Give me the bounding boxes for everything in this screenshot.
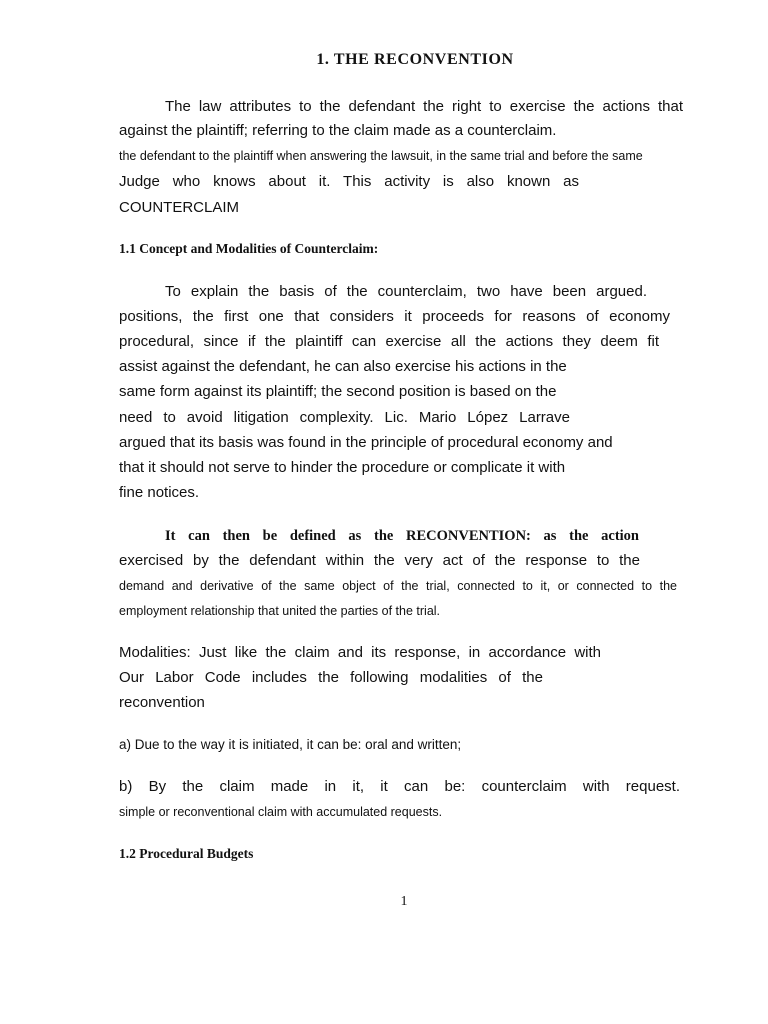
paragraph-2-line-3: procedural, since if the plaintiff can exercise all the actions they deem fit bbox=[119, 333, 659, 350]
paragraph-2-line-6: need to avoid litigation complexity. Lic. Mario López Larrave bbox=[119, 409, 570, 426]
section-heading-1-2: 1.2 Procedural Budgets bbox=[119, 846, 254, 861]
paragraph-2-line-9: fine notices. bbox=[119, 484, 200, 501]
paragraph-2-line-1: To explain the basis of the counterclaim, two have been argued. bbox=[165, 283, 647, 300]
paragraph-1-line-2: against the plaintiff; referring to the claim made as a counterclaim. bbox=[119, 122, 557, 139]
section-heading-1-1: 1.1 Concept and Modalities of Counterclaim: bbox=[119, 241, 379, 256]
paragraph-3-line-4: employment relationship that united the parties of the trial. bbox=[119, 604, 441, 618]
paragraph-1-line-5: COUNTERCLAIM bbox=[119, 199, 240, 216]
paragraph-3-line-2: exercised by the defendant within the very act of the response to the bbox=[119, 552, 640, 569]
page-title: 1. THE RECONVENTION bbox=[316, 51, 514, 68]
paragraph-4-line-3: reconvention bbox=[119, 694, 205, 711]
paragraph-2-line-8: that it should not serve to hinder the procedure or complicate it with bbox=[119, 459, 566, 476]
paragraph-2-line-2: positions, the first one that considers it proceeds for reasons of economy bbox=[119, 308, 670, 325]
paragraph-1-line-4: Judge who knows about it. This activity is also known as bbox=[119, 173, 579, 190]
paragraph-4-line-1: Modalities: Just like the claim and its response, in accordance with bbox=[119, 644, 601, 661]
page-number: 1 bbox=[400, 894, 408, 909]
paragraph-1-line-3: the defendant to the plaintiff when answering the lawsuit, in the same trial and before the same bbox=[119, 149, 643, 163]
paragraph-2-line-5: same form against its plaintiff; the second position is based on the bbox=[119, 383, 557, 400]
paragraph-2-line-4: assist against the defendant, he can also exercise his actions in the bbox=[119, 358, 567, 375]
list-item-b-line-2: simple or reconventional claim with accumulated requests. bbox=[119, 805, 443, 819]
paragraph-3-line-3: demand and derivative of the same object of the trial, connected to it, or connected to the bbox=[119, 579, 677, 593]
paragraph-3-line-1: It can then be defined as the RECONVENTION: as the action bbox=[165, 528, 639, 544]
list-item-a: a) Due to the way it is initiated, it can be: oral and written; bbox=[119, 737, 462, 752]
list-item-b-line-1: b) By the claim made in it, it can be: counterclaim with request. bbox=[119, 778, 680, 795]
paragraph-4-line-2: Our Labor Code includes the following modalities of the bbox=[119, 669, 543, 686]
paragraph-2-line-7: argued that its basis was found in the principle of procedural economy and bbox=[119, 434, 613, 451]
paragraph-1-line-1: The law attributes to the defendant the right to exercise the actions that bbox=[165, 98, 683, 115]
